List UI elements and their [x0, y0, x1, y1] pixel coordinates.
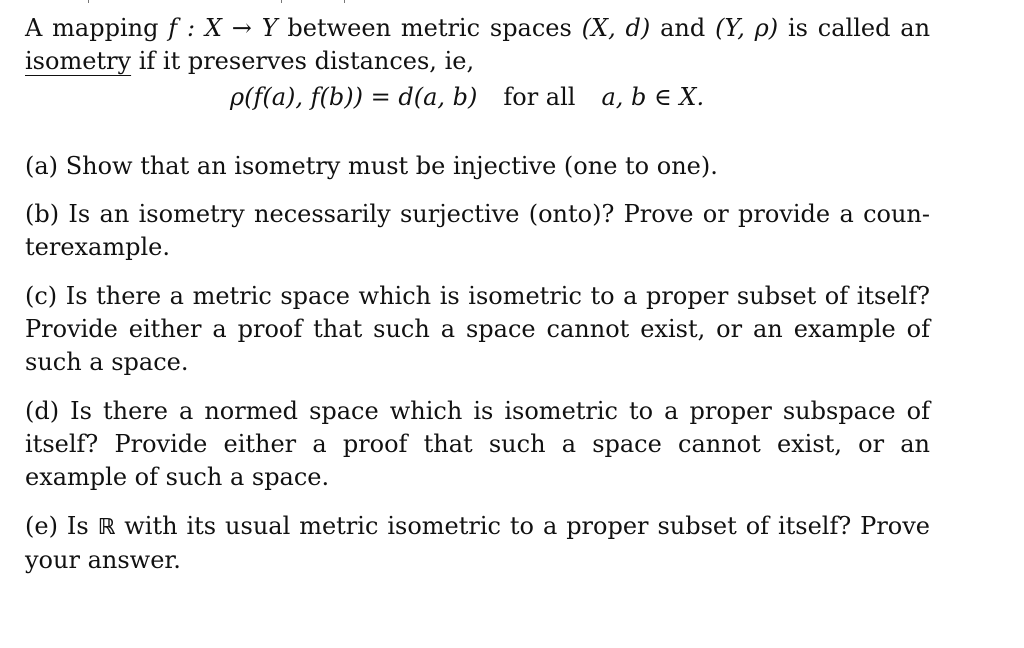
problem-text: Is there a normed space which is isometric to a proper subspace of itself? Provide either a proof that such a space cannot exist, or an example of such a space. — [25, 397, 931, 491]
top-edge-artifacts — [0, 0, 1024, 4]
reals-symbol: ℝ — [97, 515, 116, 540]
problem-label: (d) — [25, 397, 60, 425]
problem-text: with its usual metric isometric to a proper subset of itself? Prove your answer. — [25, 512, 930, 574]
intro-text: is called an — [778, 14, 931, 42]
problem-label: (a) — [25, 152, 59, 180]
intro-text: A mapping — [25, 14, 169, 42]
document-page — [25, 12, 930, 577]
metric-space-y: (Y, ρ) — [715, 14, 779, 42]
problem-c — [25, 280, 930, 379]
intro-text: between metric spaces — [277, 14, 582, 42]
problem-e — [25, 510, 930, 577]
problem-label: (b) — [25, 200, 60, 228]
definition-paragraph — [25, 12, 930, 78]
formula-for-all: for all — [503, 83, 576, 111]
problem-text: Is — [66, 512, 98, 540]
display-formula — [25, 81, 930, 114]
problem-text: Is an isometry necessarily surjective (onto)? Prove or provide a coun-terexample. — [25, 200, 930, 261]
formula-quantifier: a, b ∈ X. — [601, 83, 705, 111]
edge-tick — [344, 0, 345, 3]
edge-tick — [88, 0, 89, 3]
intro-text: and — [650, 14, 716, 42]
isometry-term: isometry — [25, 47, 132, 75]
problem-label: (e) — [25, 512, 58, 540]
problem-text: Show that an isometry must be injective (one to one). — [65, 152, 718, 180]
edge-tick — [281, 0, 282, 3]
problem-d — [25, 395, 930, 494]
problem-label: (c) — [25, 282, 58, 310]
definition-line-1 — [25, 12, 930, 45]
formula-equation: ρ(f(a), f(b)) = d(a, b) — [230, 83, 478, 111]
problem-a — [25, 150, 930, 183]
metric-space-x: (X, d) — [581, 14, 651, 42]
intro-text: if it preserves distances, ie, — [131, 47, 475, 75]
problem-b — [25, 198, 930, 264]
problem-text: Is there a metric space which is isometric to a proper subset of itself? Provide either a proof that such a space cannot exist, or an example of such a space. — [25, 282, 930, 376]
map-expression: f : X → Y — [168, 14, 278, 42]
